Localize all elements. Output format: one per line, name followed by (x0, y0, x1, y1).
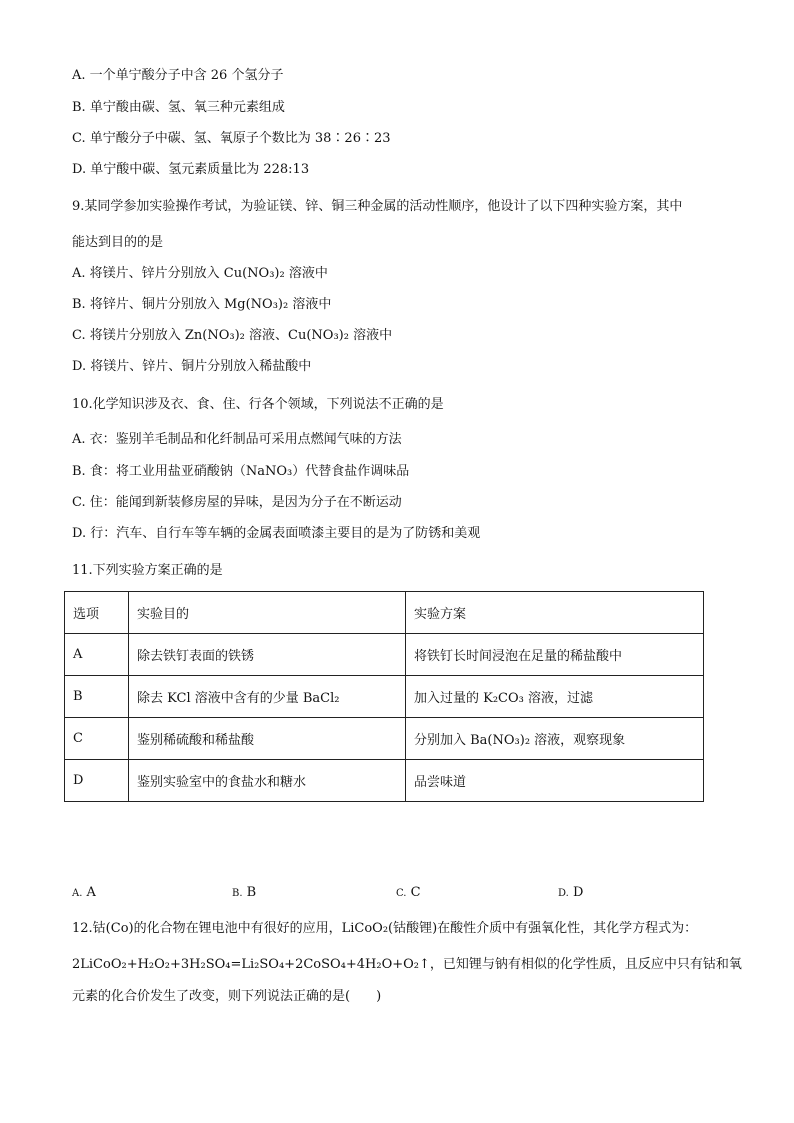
header-plan: 实验方案 (406, 592, 704, 634)
row-option: B (65, 676, 129, 718)
q8-option-a: A. 一个单宁酸分子中含 26 个氢分子 (72, 68, 284, 83)
q9-stem-line-2: 能达到目的的是 (72, 235, 164, 250)
q9-option-d: D. 将镁片、锌片、铜片分别放入稀盐酸中 (72, 359, 312, 374)
row-plan: 品尝味道 (406, 760, 704, 802)
q10-option-b: B. 食：将工业用盐亚硝酸钠（NaNO₃）代替食盐作调味品 (72, 464, 410, 479)
table-row (65, 718, 704, 760)
experiment-table (64, 591, 704, 802)
answer-letter: C. (396, 888, 407, 899)
row-plan: 分别加入 Ba(NO₃)₂ 溶液，观察现象 (406, 718, 704, 760)
row-plan: 加入过量的 K₂CO₃ 溶液，过滤 (406, 676, 704, 718)
row-purpose: 鉴别稀硫酸和稀盐酸 (129, 718, 406, 760)
q9-option-b: B. 将锌片、铜片分别放入 Mg(NO₃)₂ 溶液中 (72, 297, 332, 312)
q10-option-a: A. 衣：鉴别羊毛制品和化纤制品可采用点燃闻气味的方法 (72, 432, 402, 447)
q12-stem-line-1: 12.钴(Co)的化合物在锂电池中有很好的应用，LiCoO₂(钴酸锂)在酸性介质中有强氧化性，其化学方程式为： (72, 921, 698, 936)
header-option: 选项 (65, 592, 129, 634)
q10-stem: 10.化学知识涉及衣、食、住、行各个领域，下列说法不正确的是 (72, 397, 444, 412)
answer-letter: B. (232, 888, 243, 899)
answer-choice-a[interactable] (72, 884, 96, 903)
answer-letter: D. (558, 888, 569, 899)
q8-option-c: C. 单宁酸分子中碳、氢、氧原子个数比为 38∶26∶23 (72, 131, 391, 146)
answer-value: C (410, 885, 421, 900)
table-header-row (65, 592, 704, 634)
q11-stem: 11.下列实验方案正确的是 (72, 563, 223, 578)
row-purpose: 除去铁钉表面的铁锈 (129, 634, 406, 676)
q10-option-d: D. 行：汽车、自行车等车辆的金属表面喷漆主要目的是为了防锈和美观 (72, 526, 481, 541)
answer-choice-b[interactable] (232, 884, 256, 903)
q12-equation-line: 2LiCoO₂+H₂O₂+3H₂SO₄=Li₂SO₄+2CoSO₄+4H₂O+O₂↑，已知锂与钠有相似的化学性质，且反应中只有钴和氧 (72, 957, 742, 972)
answer-value: D (572, 885, 584, 900)
row-option: A (65, 634, 129, 676)
answer-value: B (246, 885, 257, 900)
table-row (65, 634, 704, 676)
header-purpose: 实验目的 (129, 592, 406, 634)
q8-option-d: D. 单宁酸中碳、氢元素质量比为 228:13 (72, 162, 310, 177)
answer-choice-d[interactable] (558, 884, 583, 903)
q8-option-b: B. 单宁酸由碳、氢、氧三种元素组成 (72, 100, 285, 115)
q9-option-c: C. 将镁片分别放入 Zn(NO₃)₂ 溶液、Cu(NO₃)₂ 溶液中 (72, 328, 393, 343)
q9-option-a: A. 将镁片、锌片分别放入 Cu(NO₃)₂ 溶液中 (72, 266, 328, 281)
row-option: C (65, 718, 129, 760)
answer-value: A (86, 885, 96, 900)
q12-stem-line-3: 元素的化合价发生了改变，则下列说法正确的是( ) (72, 989, 382, 1004)
row-purpose: 除去 KCl 溶液中含有的少量 BaCl₂ (129, 676, 406, 718)
q9-stem-line-1: 9.某同学参加实验操作考试，为验证镁、锌、铜三种金属的活动性顺序，他设计了以下四种实验方案，其中 (72, 199, 683, 214)
row-purpose: 鉴别实验室中的食盐水和糖水 (129, 760, 406, 802)
table-row (65, 676, 704, 718)
q10-option-c: C. 住：能闻到新装修房屋的异味，是因为分子在不断运动 (72, 495, 402, 510)
row-option: D (65, 760, 129, 802)
answer-choice-c[interactable] (396, 884, 421, 903)
answer-letter: A. (72, 888, 83, 899)
row-plan: 将铁钉长时间浸泡在足量的稀盐酸中 (406, 634, 704, 676)
table-row (65, 760, 704, 802)
